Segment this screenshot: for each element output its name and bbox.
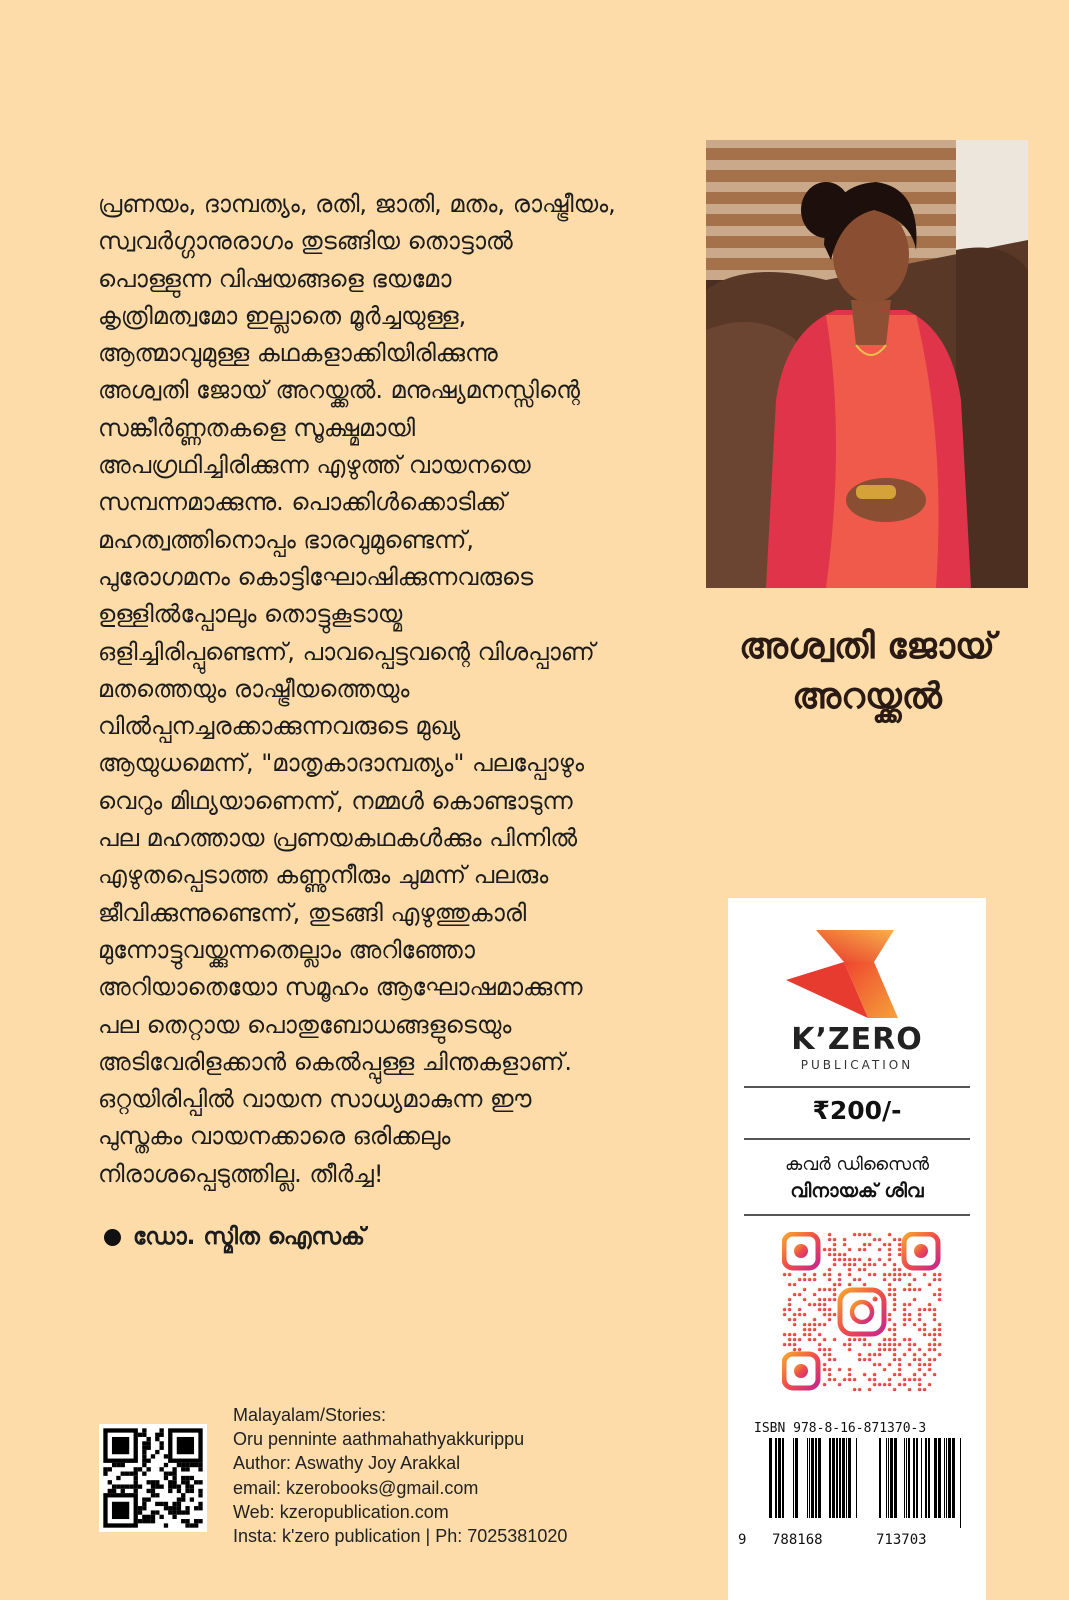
blurb-line: എഴുതപ്പെടാത്ത കണ്ണുനീരും ചുമന്ന് പലരും xyxy=(98,861,549,890)
blurb-line: അടിവേരിളക്കാൻ കെൽപ്പുള്ള ചിന്തകളാണ്. xyxy=(98,1047,572,1076)
book-info-qr-code-icon xyxy=(99,1424,207,1532)
cover-design-label: കവർ ഡിസൈൻ xyxy=(785,1154,929,1175)
author-name-line2: അറയ്ക്കൽ xyxy=(792,676,942,717)
author-photo xyxy=(706,140,1028,588)
instagram-qr-code-icon xyxy=(782,1232,942,1392)
blurb-line: പല മഹത്തായ പ്രണയകഥകൾക്കും പിന്നിൽ xyxy=(98,824,578,853)
blurb-line: അശ്വതി ജോയ് അറയ്ക്കൽ. മനുഷ്യമനസ്സിന്റെ xyxy=(98,376,580,405)
bullet-icon xyxy=(104,1229,121,1246)
blurb-line: മുന്നോട്ടുവയ്ക്കുന്നതെല്ലാം അറിഞ്ഞോ xyxy=(98,935,475,964)
blurb-line: മതത്തെയും രാഷ്ട്രീയത്തെയും xyxy=(98,674,410,703)
brand-subtitle: PUBLICATION xyxy=(800,1058,914,1072)
book-credits xyxy=(233,1403,567,1548)
blurb-line: ആയുധമെന്ന്, "മാതൃകാദാമ്പത്യം" പലപ്പോഴും xyxy=(98,749,585,778)
blurb-line: അറിയാതെയോ സമൂഹം ആഘോഷമാക്കുന്ന xyxy=(98,973,583,1002)
blurb-line: അപഗ്രഥിച്ചിരിക്കുന്ന എഴുത്ത് വായനയെ xyxy=(98,451,531,480)
blurb-line: ഒളിച്ചിരിപ്പുണ്ടെന്ന്, പാവപ്പെട്ടവന്റെ വിശപ്പാണ് xyxy=(98,637,595,666)
blurb-line: ജീവിക്കുന്നുണ്ടെന്ന്, തുടങ്ങി എഴുത്തുകാരി xyxy=(98,898,527,927)
blurb-line: പുസ്തകം വായനക്കാരെ ഒരിക്കലും xyxy=(98,1122,451,1151)
back-cover-blurb xyxy=(98,186,678,1193)
blurb-line: സങ്കീർണ്ണതകളെ സൂക്ഷ്മമായി xyxy=(98,413,416,442)
barcode-digits-right: 713703 xyxy=(876,1532,927,1548)
author-portrait-illustration xyxy=(706,140,1028,588)
blurb-line: ആത്മാവുമുള്ള കഥകളാക്കിയിരിക്കുന്നു xyxy=(98,339,498,368)
blurb-line: കൃത്രിമത്വമോ ഇല്ലാതെ മൂർച്ചയുള്ള, xyxy=(98,301,467,330)
credits-author: Author: Aswathy Joy Arakkal xyxy=(233,1453,461,1474)
blurb-line: പല തെറ്റായ പൊതുബോധങ്ങളുടെയും xyxy=(98,1010,512,1039)
isbn-number: ISBN 978-8-16-871370-3 xyxy=(754,1421,927,1436)
blurb-line: പുരോഗമനം കൊട്ടിഘോഷിക്കുന്നവരുടെ xyxy=(98,562,534,591)
credits-insta-phone: Insta: k'zero publication | Ph: 7025381020 xyxy=(233,1526,568,1547)
blurb-line: ഒറ്റയിരിപ്പിൽ വായന സാധ്യമാകുന്ന ഈ xyxy=(98,1085,532,1114)
blurb-line: ഉള്ളിൽപ്പോലും തൊട്ടുകൂടായ്മ xyxy=(98,600,403,629)
blurb-line: വെറും മിഥ്യയാണെന്ന്, നമ്മൾ കൊണ്ടാടുന്ന xyxy=(98,786,573,815)
author-name-line1: അശ്വതി ജോയ് xyxy=(739,626,995,667)
barcode-digit-lead: 9 xyxy=(738,1532,747,1548)
barcode-digits-left: 788168 xyxy=(772,1532,823,1548)
credits-title: Oru penninte aathmahathyakkurippu xyxy=(233,1429,525,1450)
credits-web: Web: kzeropublication.com xyxy=(233,1501,449,1522)
blurb-line: മഹത്വത്തിനൊപ്പം ഭാരവുമുണ്ടെന്ന്, xyxy=(98,525,475,554)
author-name xyxy=(706,622,1028,722)
blurb-line: വിൽപ്പനച്ചരക്കാക്കുന്നവരുടെ മുഖ്യ xyxy=(98,712,461,741)
brand-name: K’ZERO xyxy=(791,1022,923,1057)
credits-email: email: kzerobooks@gmail.com xyxy=(233,1477,479,1498)
barcode-icon xyxy=(756,1438,964,1528)
blurb-line: സമ്പന്നമാക്കുന്നു. പൊക്കിൾക്കൊടിക്ക് xyxy=(98,488,507,517)
divider xyxy=(744,1086,970,1088)
blurb-line: നിരാശപ്പെടുത്തില്ല. തീർച്ച! xyxy=(98,1159,384,1188)
reviewer-credit xyxy=(104,1224,365,1250)
cover-designer-name: വിനായക് ശിവ xyxy=(790,1180,924,1202)
kzero-logo-icon xyxy=(786,922,926,1026)
publisher-panel xyxy=(728,898,986,1600)
blurb-line: പൊള്ളുന്ന വിഷയങ്ങളെ ഭയമോ xyxy=(98,264,452,293)
divider xyxy=(744,1138,970,1140)
price: ₹200/- xyxy=(812,1096,902,1125)
blurb-line: സ്വവർഗ്ഗാനുരാഗം തുടങ്ങിയ തൊട്ടാൽ xyxy=(98,227,513,256)
divider xyxy=(744,1214,970,1216)
reviewer-name: ഡോ. സ്മിത ഐസക് xyxy=(133,1224,366,1250)
blurb-line: പ്രണയം, ദാമ്പത്യം, രതി, ജാതി, മതം, രാഷ്ട്രീയം, xyxy=(98,190,616,218)
credits-genre: Malayalam/Stories: xyxy=(233,1405,387,1425)
